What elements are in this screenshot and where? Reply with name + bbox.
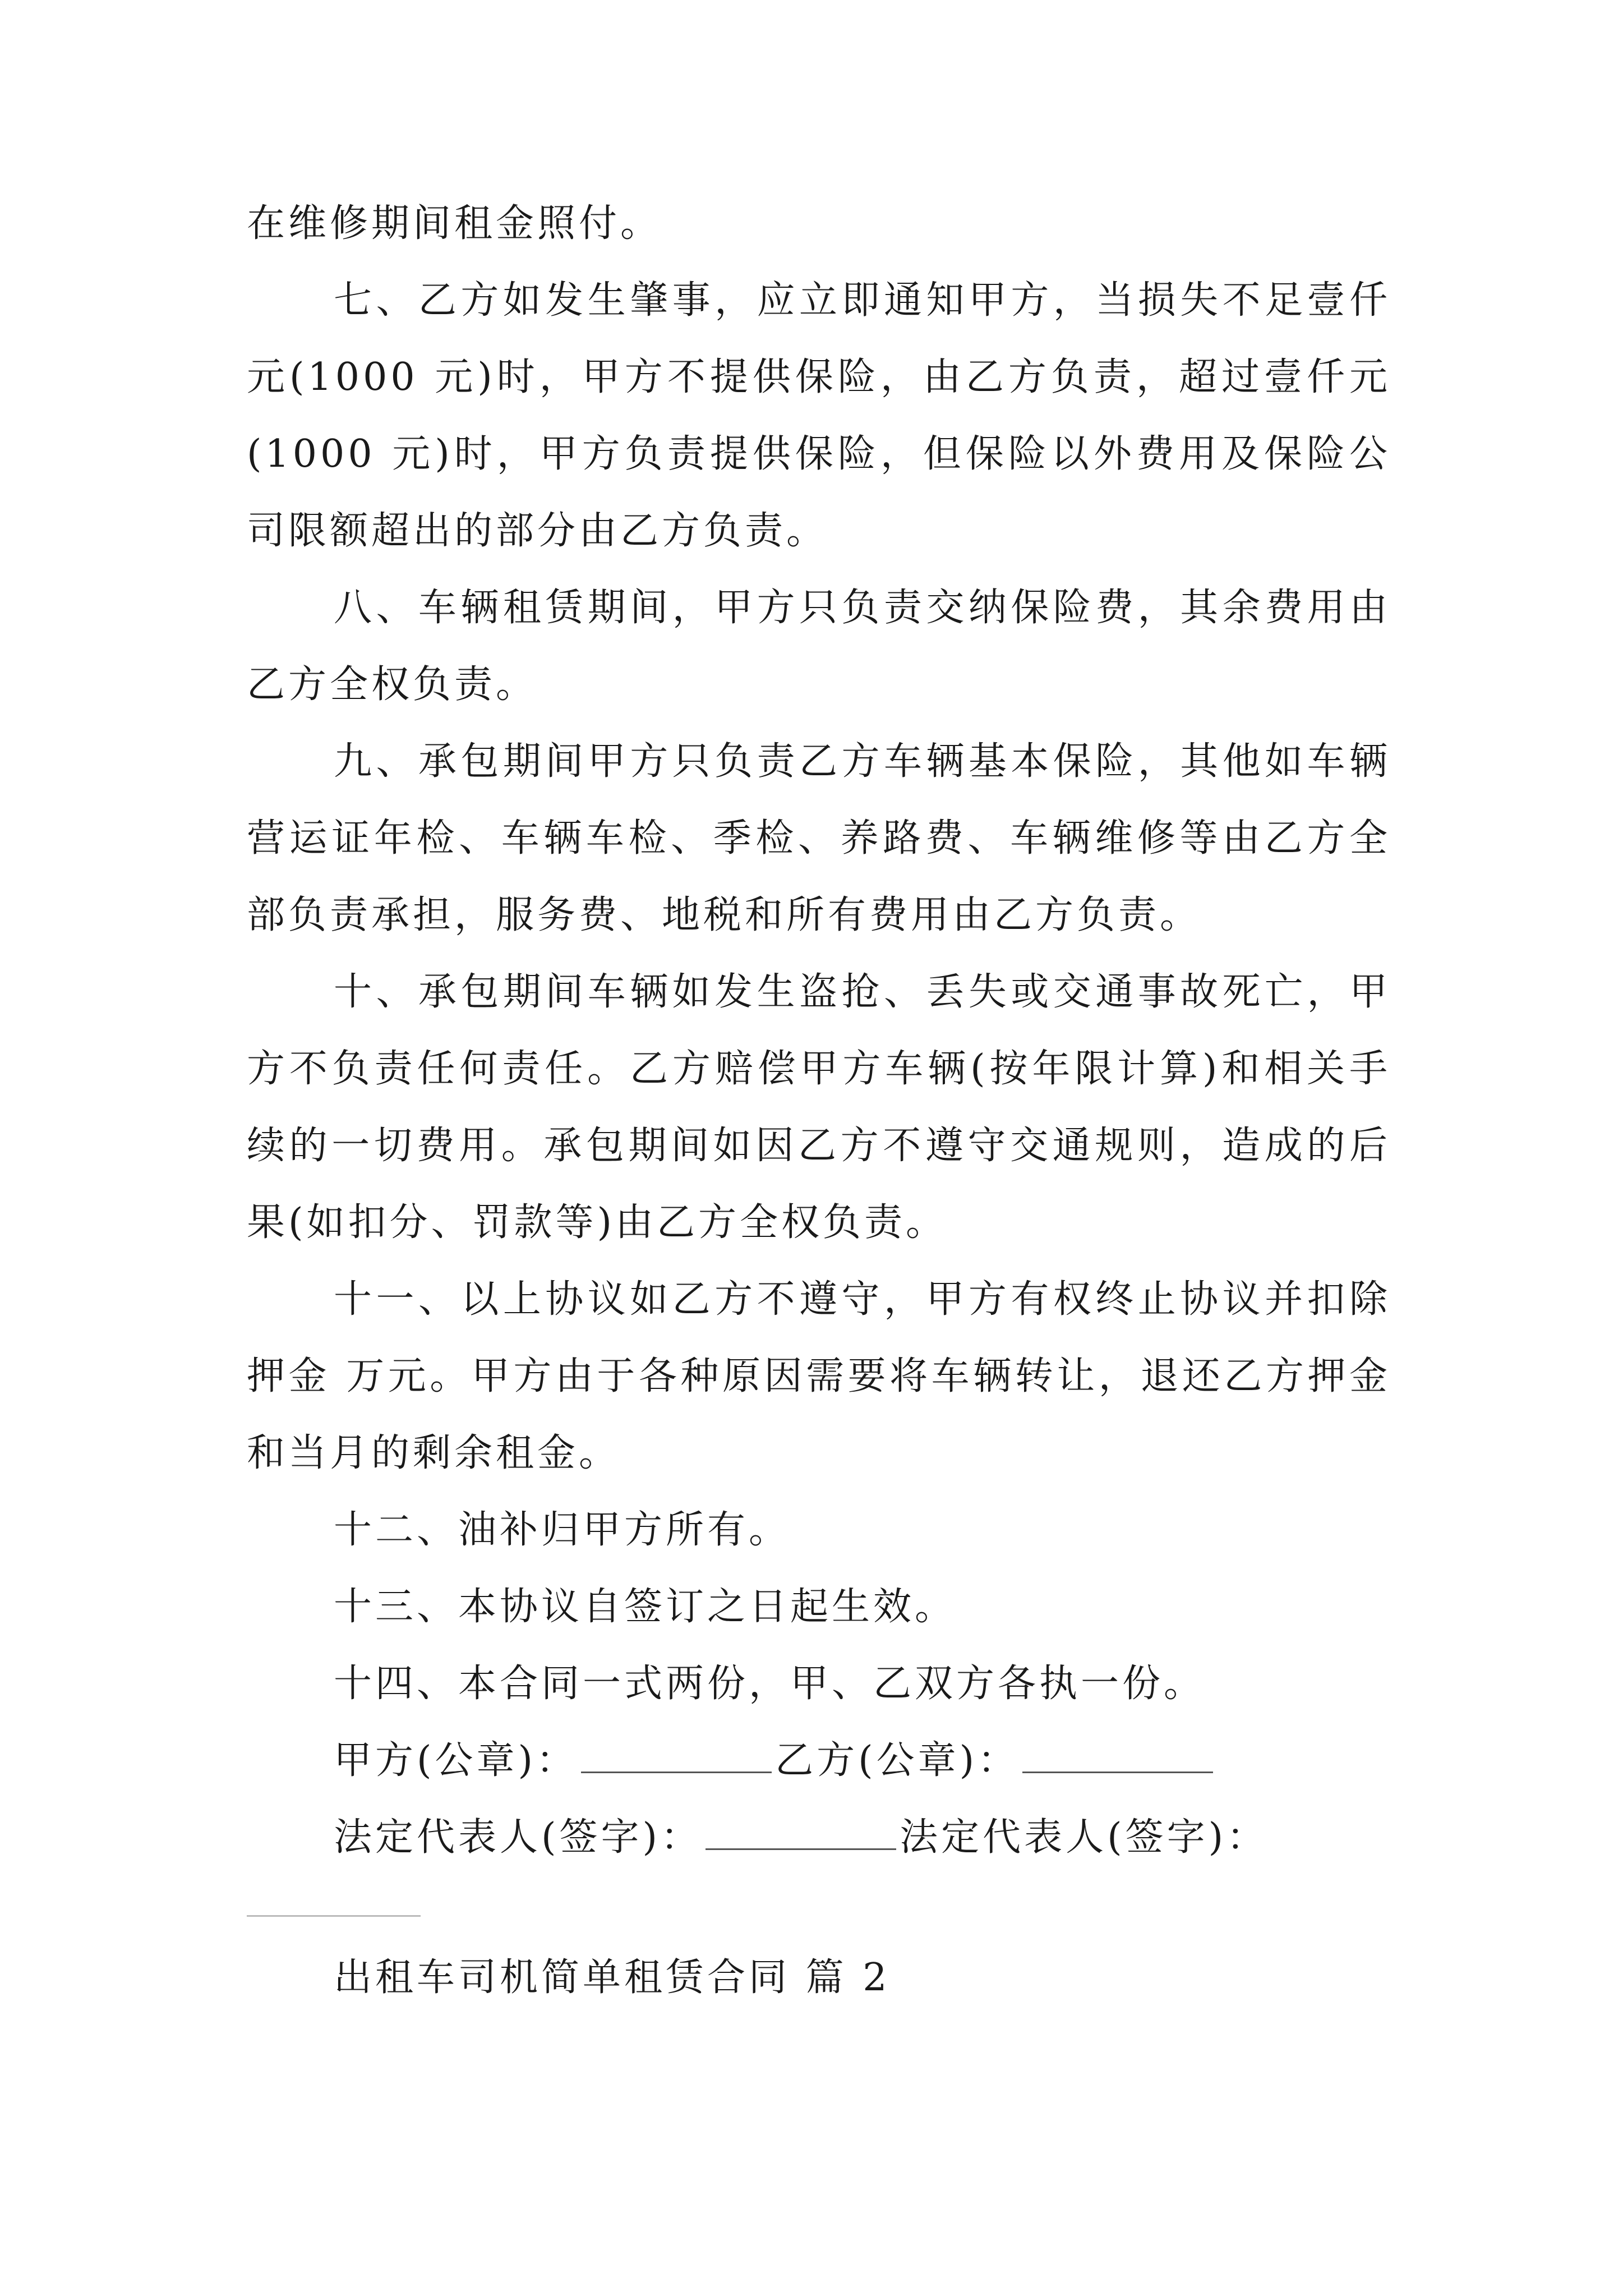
rep-b-label: 法定代表人(签字)： (900, 1815, 1269, 1860)
party-b-seal-blank (1022, 1739, 1213, 1773)
clause-14: 十四、本合同一式两份，甲、乙双方各执一份。 (334, 1662, 1206, 1706)
clause-10: 十、承包期间车辆如发生盗抢、丢失或交通事故死亡，甲方不负责任何责任。乙方赔偿甲方车辆(按年限计算)和相关手续的一切费用。承包期间如因乙方不遵守交通规则，造成的后果(如扣分、罚款等)由乙方全权负责。 (247, 970, 1391, 1245)
clause-8: 八、车辆租赁期间，甲方只负责交纳保险费，其余费用由乙方全权负责。 (247, 586, 1391, 707)
seal-signature-line (247, 1722, 1391, 1799)
clause-7: 七、乙方如发生肇事，应立即通知甲方，当损失不足壹仟元(1000 元)时，甲方不提供保险，由乙方负责，超过壹仟元(1000 元)时，甲方负责提供保险，但保险以外费用及保险公司限额超出的部分由乙方负责。 (247, 278, 1391, 553)
party-b-seal-label: 乙方(公章)： (775, 1738, 1020, 1783)
next-section-title: 出租车司机简单租赁合同 篇 2 (334, 1955, 891, 2000)
rep-a-label: 法定代表人(签字)： (334, 1815, 703, 1860)
section-divider (247, 1915, 421, 1917)
document-body (247, 185, 1391, 2016)
clause-9: 九、承包期间甲方只负责乙方车辆基本保险，其他如车辆营运证年检、车辆车检、季检、养路费、车辆维修等由乙方全部负责承担，服务费、地税和所有费用由乙方负责。 (247, 739, 1391, 937)
party-a-seal-blank (581, 1739, 772, 1773)
party-a-seal-label: 甲方(公章)： (334, 1738, 578, 1783)
clause-12: 十二、油补归甲方所有。 (334, 1508, 791, 1552)
representative-signature-line (247, 1799, 1391, 1876)
paragraph-continuation: 在维修期间租金照付。 (247, 201, 662, 246)
clause-13: 十三、本协议自签订之日起生效。 (334, 1585, 957, 1629)
rep-a-blank (706, 1816, 896, 1850)
clause-11: 十一、以上协议如乙方不遵守，甲方有权终止协议并扣除押金 万元。甲方由于各种原因需要将车辆转让，退还乙方押金和当月的剩余租金。 (247, 1277, 1391, 1475)
